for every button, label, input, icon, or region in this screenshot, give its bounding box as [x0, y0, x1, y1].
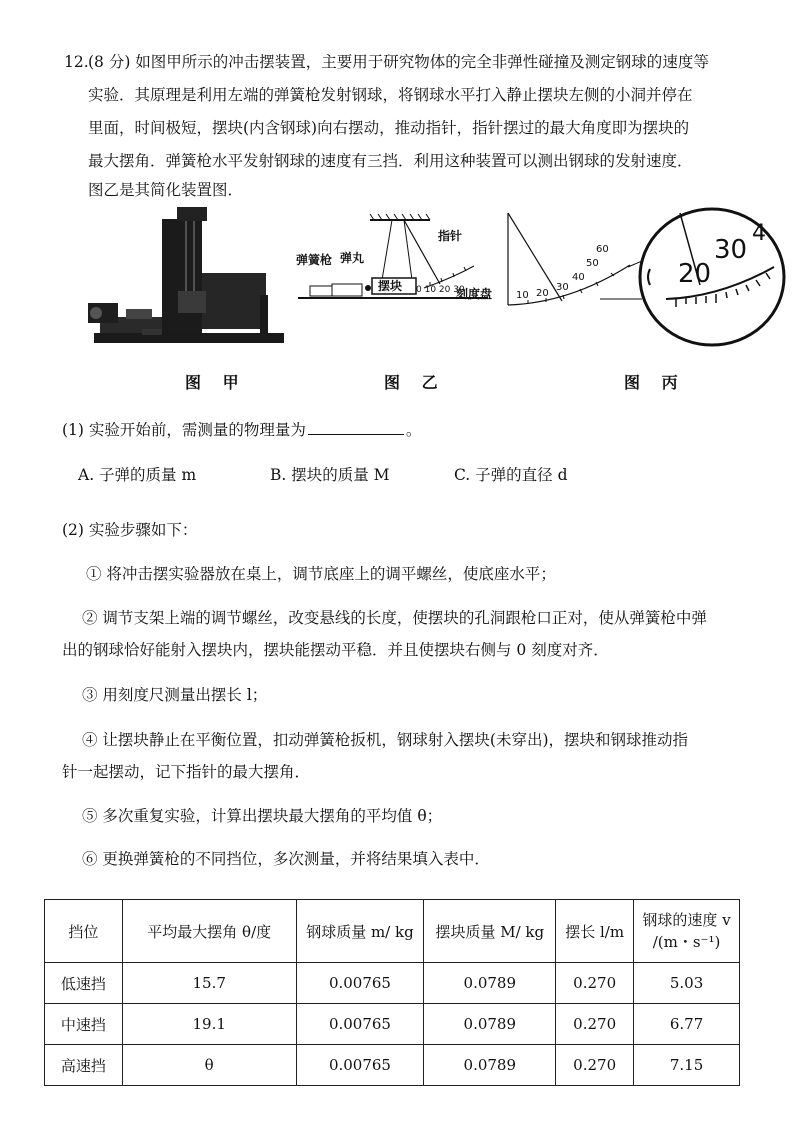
cell-length: 0.270	[556, 1004, 634, 1045]
header-speed-line-2: /(m・s⁻¹)	[652, 933, 721, 951]
step-5: ⑤ 多次重复实验，计算出摆块最大摆角的平均值 θ；	[82, 807, 443, 825]
header-angle: 平均最大摆角 θ/度	[122, 900, 296, 963]
option-a: A. 子弹的质量 m	[78, 466, 197, 484]
cell-angle: θ	[122, 1045, 296, 1086]
step-4-line-1: ④ 让摆块静止在平衡位置，扣动弹簧枪扳机，钢球射入摆块(未穿出)，摆块和钢球推动指	[82, 731, 689, 749]
part1-prompt	[62, 420, 421, 440]
label-dial: 刻度盘	[456, 287, 493, 301]
step-4-line-2: 针一起摆动，记下指针的最大摆角．	[62, 763, 311, 781]
question-number: 12.	[64, 53, 89, 71]
label-scale: 0 10 20 30	[416, 285, 465, 295]
cell-block-mass: 0.0789	[424, 963, 556, 1004]
label-pointer: 指针	[438, 229, 463, 243]
cell-ball-mass: 0.00765	[296, 1045, 424, 1086]
intro-line-1: (8 分) 如图甲所示的冲击摆装置，主要用于研究物体的完全非弹性碰撞及测定钢球的速度等	[88, 53, 709, 71]
header-speed-line-1: 钢球的速度 v	[642, 911, 731, 929]
cell-length: 0.270	[556, 1045, 634, 1086]
caption-yi: 图 乙	[384, 373, 446, 392]
fig3-tick-30: 30	[556, 282, 569, 293]
cell-angle: 15.7	[122, 963, 296, 1004]
table-row	[45, 1004, 740, 1045]
intro-line-4: 最大摆角．弹簧枪水平发射钢球的速度有三挡．利用这种装置可以测出钢球的发射速度．	[88, 152, 693, 170]
part1-prompt-end: 。	[405, 421, 422, 439]
cell-speed: 7.15	[634, 1045, 740, 1086]
part1-prompt-text: (1) 实验开始前，需测量的物理量为	[62, 421, 306, 439]
cell-block-mass: 0.0789	[424, 1045, 556, 1086]
cell-length: 0.270	[556, 963, 634, 1004]
fig3-tick-20: 20	[536, 288, 549, 299]
intro-line-3: 里面，时间极短，摆块(内含钢球)向右摆动，推动指针，指针摆过的最大角度即为摆块的	[88, 119, 690, 137]
cell-ball-mass: 0.00765	[296, 1004, 424, 1045]
magnified-30: 30	[714, 235, 748, 265]
step-2-line-1: ② 调节支架上端的调节螺丝，改变悬线的长度，使摆块的孔洞跟枪口正对，使从弹簧枪中弹	[82, 609, 707, 627]
cell-angle: 19.1	[122, 1004, 296, 1045]
cell-speed: 6.77	[634, 1004, 740, 1045]
label-spring-gun: 弹簧枪	[296, 253, 333, 267]
step-1: ① 将冲击摆实验器放在桌上，调节底座上的调平螺丝，使底座水平；	[86, 565, 556, 583]
header-length: 摆长 l/m	[556, 900, 634, 963]
intro-line-2: 实验．其原理是利用左端的弹簧枪发射钢球，将钢球水平打入静止摆块左侧的小洞并停在	[88, 86, 693, 104]
fig3-tick-10: 10	[516, 290, 529, 301]
option-b: B. 摆块的质量 M	[270, 466, 390, 484]
header-gear: 挡位	[45, 900, 123, 963]
cell-block-mass: 0.0789	[424, 1004, 556, 1045]
fig3-tick-50: 50	[586, 258, 599, 269]
table-row	[45, 1045, 740, 1086]
header-speed	[634, 900, 740, 963]
label-block: 摆块	[378, 279, 403, 293]
header-ball-mass: 钢球质量 m/ kg	[296, 900, 424, 963]
caption-bing: 图 丙	[624, 373, 686, 392]
cell-gear: 中速挡	[45, 1004, 123, 1045]
part2-heading: (2) 实验步骤如下：	[62, 521, 198, 539]
cell-gear: 高速挡	[45, 1045, 123, 1086]
cell-ball-mass: 0.00765	[296, 963, 424, 1004]
answer-blank[interactable]	[308, 420, 404, 435]
label-pellet: 弹丸	[340, 251, 365, 265]
fig3-tick-40: 40	[572, 272, 585, 283]
option-c: C. 子弹的直径 d	[454, 466, 568, 484]
cell-gear: 低速挡	[45, 963, 123, 1004]
fig3-tick-60: 60	[596, 244, 609, 255]
table-row	[45, 963, 740, 1004]
step-2-line-2: 出的钢球恰好能射入摆块内，摆块能摆动平稳．并且使摆块右侧与 0 刻度对齐．	[62, 641, 609, 659]
results-table	[44, 899, 740, 1086]
magnified-20: 20	[678, 259, 712, 289]
caption-jia: 图 甲	[185, 373, 247, 392]
table-header-row	[45, 900, 740, 963]
step-3: ③ 用刻度尺测量出摆长 l；	[82, 686, 268, 704]
magnified-4: 4	[752, 221, 766, 246]
step-6: ⑥ 更换弹簧枪的不同挡位，多次测量，并将结果填入表中．	[82, 850, 490, 868]
intro-line-5: 图乙是其简化装置图．	[88, 181, 244, 199]
cell-speed: 5.03	[634, 963, 740, 1004]
figure-jia-apparatus-photo	[82, 205, 287, 355]
header-block-mass: 摆块质量 M/ kg	[424, 900, 556, 963]
